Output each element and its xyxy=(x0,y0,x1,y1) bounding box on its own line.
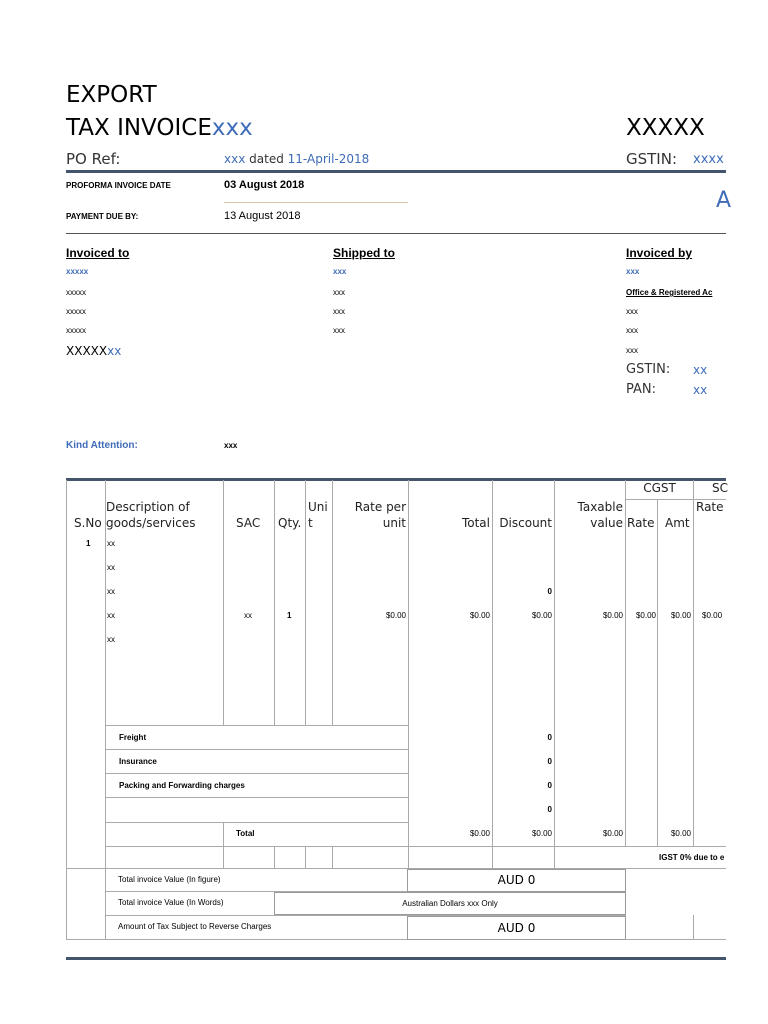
invoiced-by-line: xxx xyxy=(626,326,638,335)
invoiced-to-last-blue: xx xyxy=(107,344,122,358)
item-cgst-amt: $0.00 xyxy=(670,611,691,620)
taxable-header-line1: Taxable xyxy=(577,500,623,514)
invoiced-to-last-black: XXXXX xyxy=(66,344,108,358)
po-number: xxx xyxy=(224,152,246,166)
grid-line xyxy=(223,480,224,725)
total-row-label: Total xyxy=(236,829,255,838)
item-total: $0.00 xyxy=(469,611,490,620)
total-figure-label: Total invoice Value (In figure) xyxy=(118,875,221,884)
table-body-bottom xyxy=(66,868,726,869)
item-discount-amount: $0.00 xyxy=(531,611,552,620)
total-words-label: Total invoice Value (In Words) xyxy=(118,898,224,907)
shipped-to-line: xxx xyxy=(333,288,345,297)
gstin-label: GSTIN: xyxy=(626,150,678,168)
invoiced-to-heading: Invoiced to xyxy=(66,246,130,260)
kind-attention-label: Kind Attention: xyxy=(66,440,138,451)
shipped-to-line: xxx xyxy=(333,307,345,316)
rate-header-line1: Rate per xyxy=(354,500,406,514)
invoiced-to-last-line xyxy=(66,344,121,358)
total-words-value: Australian Dollars xxx Only xyxy=(402,899,498,908)
company-name: XXXXX xyxy=(626,115,705,141)
cgst-amt-header: Amt xyxy=(665,516,690,530)
proforma-date-value: 03 August 2018 xyxy=(224,179,305,191)
total-figure-value: AUD 0 xyxy=(497,873,536,887)
grid-line xyxy=(223,822,224,868)
grid-line xyxy=(693,480,694,846)
charge-value: 0 xyxy=(547,805,552,814)
igst-note: IGST 0% due to e xyxy=(659,853,725,862)
total-divider xyxy=(105,846,726,847)
charge-label: Freight xyxy=(119,733,147,742)
reverse-charge-box xyxy=(407,916,626,940)
seller-pan-value: xx xyxy=(693,383,708,397)
payment-due-label: PAYMENT DUE BY: xyxy=(66,212,139,221)
cgst-header: CGST xyxy=(643,481,676,495)
kind-attention-value: xxx xyxy=(224,441,238,450)
document-type-title: EXPORT xyxy=(66,82,157,108)
footer-divider xyxy=(66,957,726,960)
proforma-date-label: PROFORMA INVOICE DATE xyxy=(66,181,171,190)
reverse-charge-value: AUD 0 xyxy=(497,921,536,935)
charge-value: 0 xyxy=(547,757,552,766)
charges-divider xyxy=(105,749,408,750)
invoiced-by-heading: Invoiced by xyxy=(626,246,693,260)
grid-line xyxy=(625,480,626,846)
invoice-title xyxy=(66,115,253,141)
item-description: xx xyxy=(107,563,115,572)
charges-divider xyxy=(105,797,408,798)
sac-header: SAC xyxy=(236,516,261,530)
date-divider xyxy=(224,202,408,203)
header-divider xyxy=(66,170,726,173)
invoice-number: xxx xyxy=(211,115,253,141)
shipped-to-name: xxx xyxy=(333,267,347,276)
serial-number: 1 xyxy=(86,539,91,548)
invoice-title-text: TAX INVOICE xyxy=(66,115,212,141)
invoiced-by-name: xxx xyxy=(626,267,640,276)
total-words-box xyxy=(274,892,626,915)
qty-header: Qty. xyxy=(278,516,302,530)
charge-label: Packing and Forwarding charges xyxy=(119,781,245,790)
grid-line xyxy=(332,846,333,868)
total-row-total: $0.00 xyxy=(469,829,490,838)
sgst-rate-header: Rate xyxy=(696,500,724,514)
po-ref-label: PO Ref: xyxy=(66,150,121,168)
sno-header: S.No xyxy=(74,516,102,530)
grid-line xyxy=(274,480,275,725)
total-row-taxable: $0.00 xyxy=(602,829,623,838)
description-header-line1: Description of xyxy=(106,500,190,514)
charge-value: 0 xyxy=(547,733,552,742)
item-sgst-rate: $0.00 xyxy=(702,611,723,620)
unit-header-line2: t xyxy=(308,516,313,530)
invoiced-to-line: xxxxx xyxy=(66,288,86,297)
item-taxable-value: $0.00 xyxy=(602,611,623,620)
taxable-header-line2: value xyxy=(590,516,623,530)
total-header: Total xyxy=(461,516,490,530)
shipped-to-heading: Shipped to xyxy=(333,246,395,260)
seller-pan-label: PAN: xyxy=(626,382,657,397)
grid-line xyxy=(408,480,409,868)
gstin-value: xxxx xyxy=(693,152,724,167)
description-header-line2: goods/services xyxy=(106,516,196,530)
item-discount: 0 xyxy=(547,587,552,596)
charge-label: Insurance xyxy=(119,757,157,766)
item-description: xx xyxy=(107,539,115,548)
payment-due-value: 13 August 2018 xyxy=(224,210,301,222)
dates-divider xyxy=(66,233,726,234)
sgst-header: SC xyxy=(712,481,728,495)
charges-divider xyxy=(105,822,408,823)
discount-header: Discount xyxy=(499,516,552,530)
grid-line xyxy=(657,499,658,846)
grid-line xyxy=(554,480,555,868)
charges-divider xyxy=(105,773,408,774)
invoiced-by-line: xxx xyxy=(626,307,638,316)
charges-divider xyxy=(105,725,408,726)
seller-gstin-value: xx xyxy=(693,363,708,377)
total-figure-box xyxy=(407,869,626,892)
invoiced-by-line: xxx xyxy=(626,346,638,355)
grid-line xyxy=(693,915,694,939)
grid-line xyxy=(274,846,275,868)
item-sac: xx xyxy=(244,611,252,620)
item-rate: $0.00 xyxy=(385,611,406,620)
reverse-charge-label: Amount of Tax Subject to Reverse Charges xyxy=(118,922,272,931)
item-cgst-rate: $0.00 xyxy=(635,611,656,620)
invoiced-to-name: xxxxx xyxy=(66,267,89,276)
item-description: xx xyxy=(107,635,115,644)
po-date: 11-April-2018 xyxy=(287,152,370,166)
seller-gstin-label: GSTIN: xyxy=(626,362,671,377)
rate-header-line2: unit xyxy=(382,516,406,530)
cgst-rate-header: Rate xyxy=(627,516,655,530)
total-row-discount: $0.00 xyxy=(531,829,552,838)
shipped-to-line: xxx xyxy=(333,326,345,335)
item-description: xx xyxy=(107,611,115,620)
grid-line xyxy=(305,480,306,725)
unit-header-line1: Uni xyxy=(308,500,328,514)
po-dated-word: dated xyxy=(249,152,284,166)
grid-line xyxy=(305,846,306,868)
invoiced-to-line: xxxxx xyxy=(66,326,86,335)
charge-value: 0 xyxy=(547,781,552,790)
total-row-cgst-amt: $0.00 xyxy=(670,829,691,838)
logo-letter: A xyxy=(716,188,732,213)
office-address-heading: Office & Registered Ac xyxy=(626,288,713,297)
po-ref-value xyxy=(224,152,369,166)
grid-line xyxy=(66,480,67,940)
invoiced-to-line: xxxxx xyxy=(66,307,86,316)
item-qty: 1 xyxy=(287,611,292,620)
item-description: xx xyxy=(107,587,115,596)
summary-bottom xyxy=(66,939,726,940)
grid-line xyxy=(105,480,106,940)
